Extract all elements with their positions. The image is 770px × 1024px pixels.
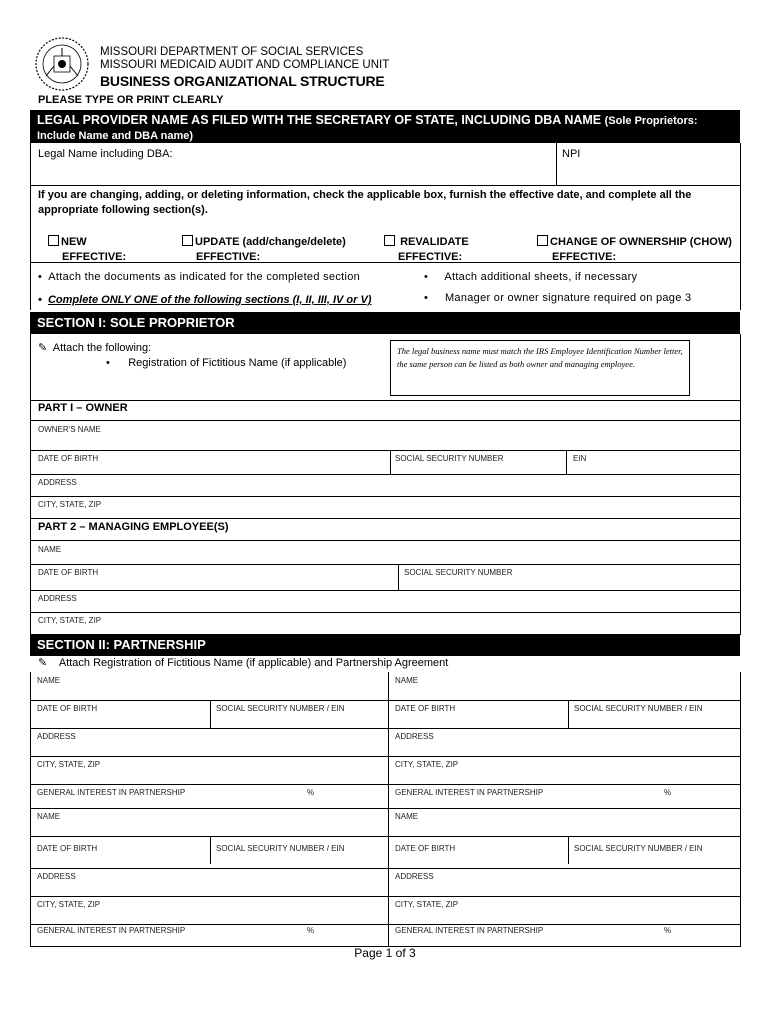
partner-1-left-csz-field[interactable]: CITY, STATE, ZIP — [37, 760, 101, 769]
department-name: MISSOURI DEPARTMENT OF SOCIAL SERVICES — [100, 46, 364, 58]
owner-dob-field[interactable]: DATE OF BIRTH — [38, 454, 99, 463]
state-seal-icon — [34, 36, 90, 92]
form-title: BUSINESS ORGANIZATIONAL STRUCTURE — [100, 73, 385, 89]
revalidate-effective[interactable]: EFFECTIVE: — [398, 251, 463, 263]
owner-ssn-field[interactable]: SOCIAL SECURITY NUMBER — [395, 454, 504, 463]
ein-note: The legal business name must match the IRS Employee Identification Number letter, the same person can be listed as both owner and managing employee. — [390, 340, 690, 396]
bullet-signature: • Manager or owner signature required on page 3 — [424, 292, 692, 304]
legal-heading-text: LEGAL PROVIDER NAME AS FILED WITH THE SECRETARY OF STATE, INCLUDING DBA NAME — [37, 113, 602, 127]
owner-address-field[interactable]: ADDRESS — [38, 478, 77, 487]
employee-address-field[interactable]: ADDRESS — [38, 594, 77, 603]
partner-2-left-ssn-ein-field[interactable]: SOCIAL SECURITY NUMBER / EIN — [216, 844, 345, 853]
partner-2-left-percent-sign: % — [307, 926, 315, 935]
unit-name: MISSOURI MEDICAID AUDIT AND COMPLIANCE UNIT — [100, 59, 390, 71]
partner-2-right-csz-field[interactable]: CITY, STATE, ZIP — [395, 900, 459, 909]
option-revalidate[interactable]: REVALIDATE — [384, 235, 469, 248]
bullet-attach-docs: • Attach the documents as indicated for the completed section — [38, 271, 361, 283]
option-chow[interactable]: CHANGE OF OWNERSHIP (CHOW) — [537, 235, 732, 248]
part-2-heading: PART 2 – MANAGING EMPLOYEE(S) — [38, 521, 229, 533]
update-checkbox[interactable] — [182, 235, 193, 246]
partner-2-right-name-field[interactable]: NAME — [395, 812, 419, 821]
chow-effective[interactable]: EFFECTIVE: — [552, 251, 617, 263]
bullet-attach-sheets: • Attach additional sheets, if necessary — [424, 271, 638, 283]
partnership-attach: ✎ Attach Registration of Fictitious Name (if applicable) and Partnership Agreement — [38, 657, 449, 669]
partner-1-right-interest-field[interactable]: GENERAL INTEREST IN PARTNERSHIP — [395, 788, 544, 797]
partner-1-right-name-field[interactable]: NAME — [395, 676, 419, 685]
attach-item: • Registration of Fictitious Name (if applicable) — [106, 357, 347, 369]
partner-2-right-ssn-ein-field[interactable]: SOCIAL SECURITY NUMBER / EIN — [574, 844, 703, 853]
attach-following: ✎ Attach the following: — [38, 342, 152, 354]
partner-2-right-percent-sign: % — [664, 926, 672, 935]
bullet-one-section: • Complete ONLY ONE of the following sections (I, II, III, IV or V) — [38, 294, 372, 306]
partner-1-right-csz-field[interactable]: CITY, STATE, ZIP — [395, 760, 459, 769]
partner-1-left-percent-sign: % — [307, 788, 315, 797]
paperclip-icon: ✎ — [38, 342, 48, 354]
partner-2-left-csz-field[interactable]: CITY, STATE, ZIP — [37, 900, 101, 909]
employee-dob-field[interactable]: DATE OF BIRTH — [38, 568, 99, 577]
partner-1-left-address-field[interactable]: ADDRESS — [37, 732, 76, 741]
employee-name-field[interactable]: NAME — [38, 545, 62, 554]
revalidate-checkbox[interactable] — [384, 235, 395, 246]
option-update[interactable]: UPDATE (add/change/delete) — [182, 235, 346, 248]
partner-1-right-dob-field[interactable]: DATE OF BIRTH — [395, 704, 456, 713]
partner-2-left-name-field[interactable]: NAME — [37, 812, 61, 821]
partner-2-left-interest-field[interactable]: GENERAL INTEREST IN PARTNERSHIP — [37, 926, 186, 935]
section-2-heading: SECTION II: PARTNERSHIP — [30, 634, 740, 656]
npi-field[interactable]: NPI — [562, 148, 581, 160]
part-1-heading: PART I – OWNER — [38, 402, 128, 414]
partner-1-left-ssn-ein-field[interactable]: SOCIAL SECURITY NUMBER / EIN — [216, 704, 345, 713]
section-1-heading: SECTION I: SOLE PROPRIETOR — [30, 312, 740, 334]
legal-name-heading — [30, 110, 740, 143]
partner-1-right-ssn-ein-field[interactable]: SOCIAL SECURITY NUMBER / EIN — [574, 704, 703, 713]
paperclip-icon: ✎ — [38, 657, 48, 669]
partner-2-right-dob-field[interactable]: DATE OF BIRTH — [395, 844, 456, 853]
option-new[interactable]: NEW — [48, 235, 87, 248]
page-number: Page 1 of 3 — [354, 946, 416, 960]
partner-2-right-address-field[interactable]: ADDRESS — [395, 872, 434, 881]
owners-name-field[interactable]: OWNER'S NAME — [38, 425, 101, 434]
new-checkbox[interactable] — [48, 235, 59, 246]
owner-ein-field[interactable]: EIN — [573, 454, 587, 463]
partner-2-left-address-field[interactable]: ADDRESS — [37, 872, 76, 881]
partner-1-left-interest-field[interactable]: GENERAL INTEREST IN PARTNERSHIP — [37, 788, 186, 797]
partner-1-left-name-field[interactable]: NAME — [37, 676, 61, 685]
chow-checkbox[interactable] — [537, 235, 548, 246]
employee-csz-field[interactable]: CITY, STATE, ZIP — [38, 616, 102, 625]
partner-2-left-dob-field[interactable]: DATE OF BIRTH — [37, 844, 98, 853]
change-instruction: If you are changing, adding, or deleting information, check the applicable box, furnish the effective date, and complete all the appropriate following section(s). — [38, 189, 692, 216]
partner-1-right-percent-sign: % — [664, 788, 672, 797]
legal-name-field[interactable]: Legal Name including DBA: — [38, 148, 173, 160]
update-effective[interactable]: EFFECTIVE: — [196, 251, 261, 263]
partner-1-left-dob-field[interactable]: DATE OF BIRTH — [37, 704, 98, 713]
new-effective[interactable]: EFFECTIVE: — [62, 251, 127, 263]
legal-heading-note: (Sole Proprietors: Include Name and DBA name) — [37, 115, 698, 142]
print-instruction: PLEASE TYPE OR PRINT CLEARLY — [38, 94, 224, 106]
partner-1-right-address-field[interactable]: ADDRESS — [395, 732, 434, 741]
employee-ssn-field[interactable]: SOCIAL SECURITY NUMBER — [404, 568, 513, 577]
partner-2-right-interest-field[interactable]: GENERAL INTEREST IN PARTNERSHIP — [395, 926, 544, 935]
owner-csz-field[interactable]: CITY, STATE, ZIP — [38, 500, 102, 509]
